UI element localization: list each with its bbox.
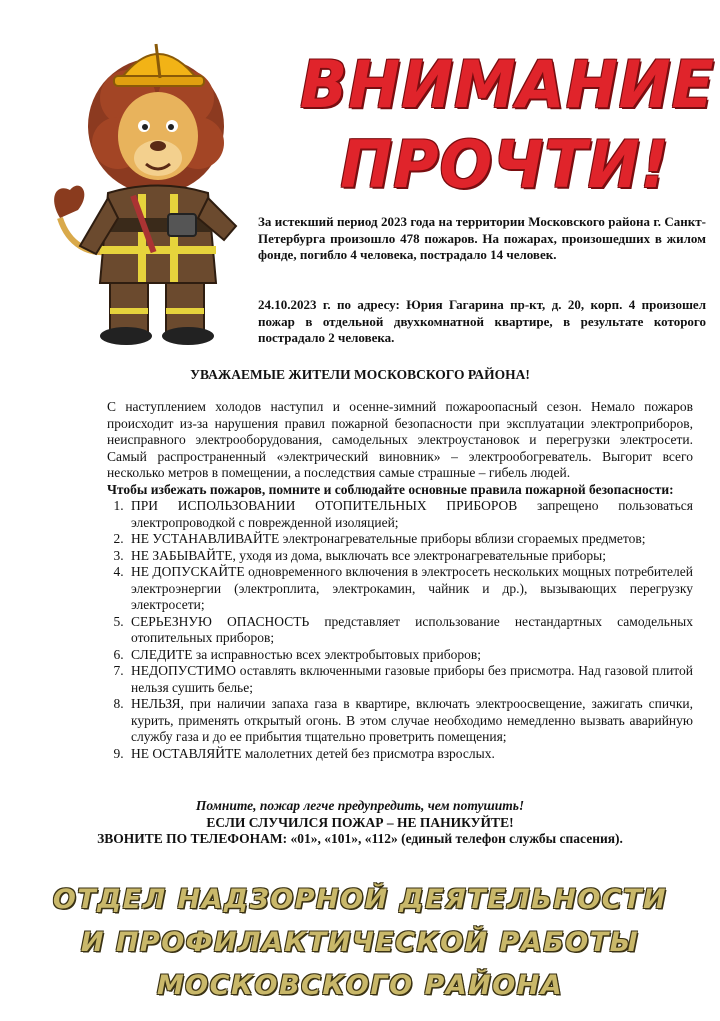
rule-item: 1. ПРИ ИСПОЛЬЗОВАНИИ ОТОПИТЕЛЬНЫХ ПРИБОРОВ запрещено пользоваться электропроводкой с поврежденной изоляцией; bbox=[127, 498, 693, 531]
rules-list bbox=[107, 498, 693, 762]
rule-item: 2. НЕ УСТАНАВЛИВАЙТЕ электронагревательные приборы вблизи сгораемых предметов; bbox=[127, 531, 693, 548]
closing-panic: ЕСЛИ СЛУЧИЛСЯ ПОЖАР – НЕ ПАНИКУЙТЕ! bbox=[206, 814, 514, 830]
rules-lead: Чтобы избежать пожаров, помните и соблюдайте основные правила пожарной безопасности: bbox=[107, 481, 674, 497]
rule-item: 7. НЕДОПУСТИМО оставлять включенными газовые приборы без присмотра. Над газовой плитой нельзя сушить белье; bbox=[127, 663, 693, 696]
intro-incident: 24.10.2023 г. по адресу: Юрия Гагарина пр-кт, д. 20, корп. 4 произошел пожар в отдельной двухкомнатной квартире, в результате которого пострадало 2 человека. bbox=[258, 297, 706, 345]
department-signature bbox=[0, 878, 720, 1007]
rule-item: 3. НЕ ЗАБЫВАЙТЕ, уходя из дома, выключать все электронагревательные приборы; bbox=[127, 548, 693, 565]
department-line-3: МОСКОВСКОГО РАЙОНА bbox=[156, 970, 564, 1001]
lion-firefighter-illustration bbox=[48, 18, 258, 348]
rule-item: 4. НЕ ДОПУСКАЙТЕ одновременного включения в электросеть нескольких мощных потребителей электроэнергии (электроплита, электрокамин, чайник и др.), вызывающих перегрузку электросети; bbox=[127, 564, 693, 614]
body-paragraph: С наступлением холодов наступил и осенне-зимний пожароопасный сезон. Немало пожаров происходит из-за нарушения правил пожарной безопасности при эксплуатации электроприборов, неисправного электрооборудования, самодельных электроустановок и перегрузки электросети. Самый распространенный «электрический виновник» – электрообогреватель. Выгорит всего несколько метров в помещении, а последствия самые страшные – гибель людей. bbox=[107, 399, 693, 480]
rule-item: 9. НЕ ОСТАВЛЯЙТЕ малолетних детей без присмотра взрослых. bbox=[127, 746, 693, 763]
rule-item: 5. СЕРЬЕЗНУЮ ОПАСНОСТЬ представляет использование нестандартных самодельных отопительных приборов; bbox=[127, 614, 693, 647]
headline-read: ПРОЧТИ! bbox=[340, 126, 670, 203]
department-line-1: ОТДЕЛ НАДЗОРНОЙ ДЕЯТЕЛЬНОСТИ bbox=[52, 884, 668, 915]
closing-remember: Помните, пожар легче предупредить, чем потушить! bbox=[195, 798, 525, 813]
greeting-heading: УВАЖАЕМЫЕ ЖИТЕЛИ МОСКОВСКОГО РАЙОНА! bbox=[190, 367, 530, 382]
rule-item: 6. СЛЕДИТЕ за исправностью всех электробытовых приборов; bbox=[127, 647, 693, 664]
main-body bbox=[107, 399, 693, 762]
intro-statistics: За истекший период 2023 года на территории Московского района г. Санкт-Петербурга произошло 478 пожаров. На пожарах, произошедших в жилом фонде, погибло 4 человека, пострадало 14 человек. bbox=[258, 214, 706, 262]
closing-phones: ЗВОНИТЕ ПО ТЕЛЕФОНАМ: «01», «101», «112» (единый телефон службы спасения). bbox=[97, 831, 623, 846]
headline-attention: ВНИМАНИЕ bbox=[300, 46, 715, 123]
department-line-2: И ПРОФИЛАКТИЧЕСКОЙ РАБОТЫ bbox=[80, 927, 640, 958]
rule-item: 8. НЕЛЬЗЯ, при наличии запаха газа в квартире, включать электроосвещение, зажигать спички, курить, применять открытый огонь. В этом случае необходимо немедленно вызвать аварийную службу газа и до ее прибытия тщательно проветрить помещения; bbox=[127, 696, 693, 746]
closing-block bbox=[0, 798, 720, 848]
